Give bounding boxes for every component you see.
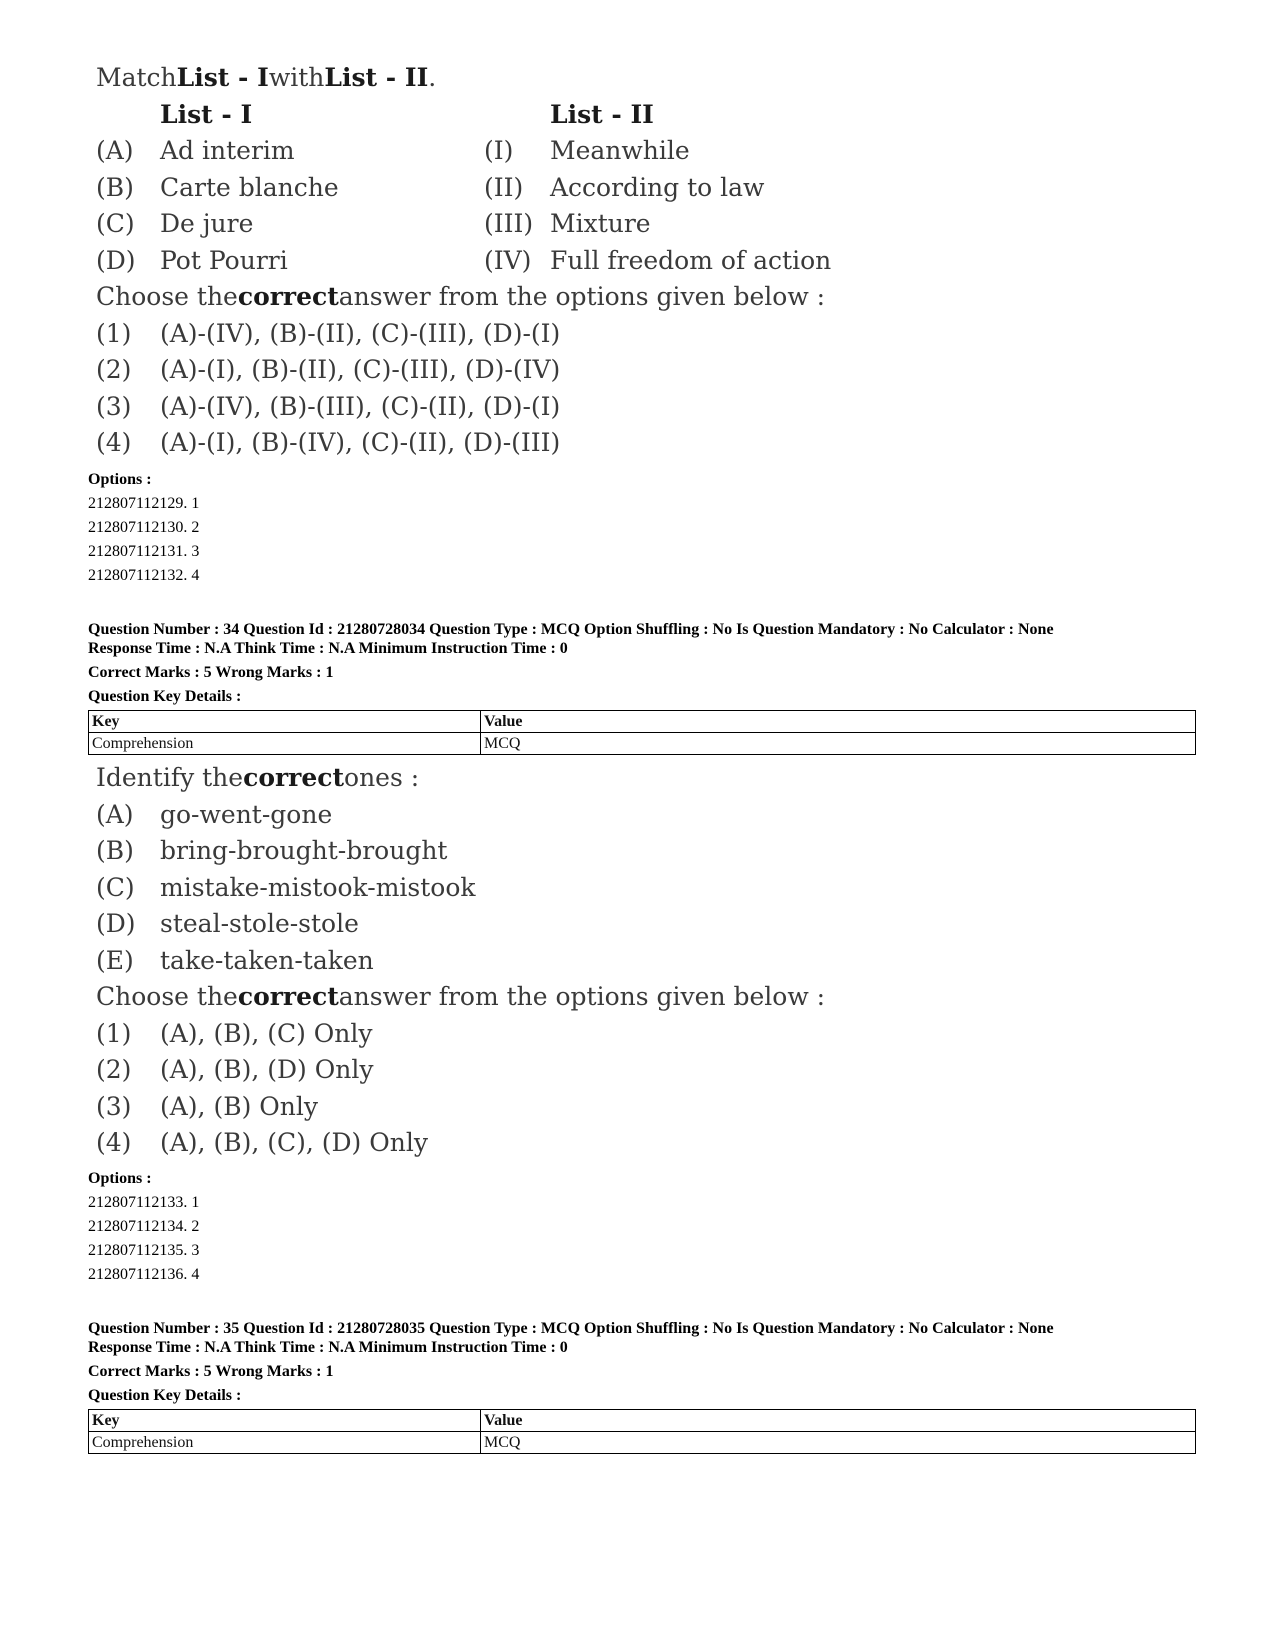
q34-key-details-label: Question Key Details : xyxy=(88,688,242,705)
answer-option: (2) (A), (B), (D) Only xyxy=(96,1055,374,1085)
table-row xyxy=(89,733,1196,755)
statement-item: (C) mistake-mistook-mistook xyxy=(96,872,476,902)
answer-option: (3) (A)-(IV), (B)-(III), (C)-(II), (D)-(I) xyxy=(96,391,561,421)
option-id: 212807112135. 3 xyxy=(88,1242,200,1259)
option-id: 212807112130. 2 xyxy=(88,519,200,536)
list-2-header: List - II xyxy=(550,99,654,129)
answer-option: (4) (A), (B), (C), (D) Only xyxy=(96,1128,428,1158)
q33-list-headers xyxy=(96,97,831,134)
match-row: (A) Ad interim (I) Meanwhile xyxy=(96,136,690,166)
value-cell: MCQ xyxy=(481,733,1196,755)
match-row: (B) Carte blanche (II) According to law xyxy=(96,172,765,202)
q35-meta-line-1: Question Number : 35 Question Id : 21280728035 Question Type : MCQ Option Shuffling : No Is Question Mandatory : No Calculator : None xyxy=(88,1320,1054,1337)
answer-option: (1) (A), (B), (C) Only xyxy=(96,1018,373,1048)
option-id: 212807112136. 4 xyxy=(88,1266,200,1283)
q33-block xyxy=(96,60,831,462)
q34-choose-line: Choose the correct answer from the options given below : xyxy=(96,982,826,1012)
key-cell: Comprehension xyxy=(89,733,481,755)
list-1-header: List - I xyxy=(160,99,253,129)
match-row: (D) Pot Pourri (IV) Full freedom of action xyxy=(96,245,832,275)
q35-key-table xyxy=(88,1409,1196,1454)
answer-option: (2) (A)-(I), (B)-(II), (C)-(III), (D)-(IV) xyxy=(96,355,561,385)
q33-options-label: Options : xyxy=(88,471,152,488)
q34-meta-line-2: Response Time : N.A Think Time : N.A Minimum Instruction Time : 0 xyxy=(88,640,568,657)
key-header: Key xyxy=(89,1410,481,1432)
value-header: Value xyxy=(481,711,1196,733)
q35-meta-line-2: Response Time : N.A Think Time : N.A Minimum Instruction Time : 0 xyxy=(88,1339,568,1356)
q34-key-table xyxy=(88,710,1196,755)
option-id: 212807112129. 1 xyxy=(88,495,200,512)
table-header-row xyxy=(89,1410,1196,1432)
answer-option: (1) (A)-(IV), (B)-(II), (C)-(III), (D)-(I) xyxy=(96,318,561,348)
q34-block xyxy=(96,760,825,1162)
q34-options-label: Options : xyxy=(88,1170,152,1187)
option-id: 212807112132. 4 xyxy=(88,567,200,584)
statement-item: (A) go-went-gone xyxy=(96,799,333,829)
key-cell: Comprehension xyxy=(89,1432,481,1454)
table-header-row xyxy=(89,711,1196,733)
q34-marks: Correct Marks : 5 Wrong Marks : 1 xyxy=(88,664,334,681)
key-header: Key xyxy=(89,711,481,733)
option-id: 212807112133. 1 xyxy=(88,1194,200,1211)
option-id: 212807112131. 3 xyxy=(88,543,200,560)
value-header: Value xyxy=(481,1410,1196,1432)
answer-option: (3) (A), (B) Only xyxy=(96,1091,318,1121)
q33-choose-line: Choose the correct answer from the options given below : xyxy=(96,282,826,312)
statement-item: (B) bring-brought-brought xyxy=(96,836,448,866)
option-id: 212807112134. 2 xyxy=(88,1218,200,1235)
table-row xyxy=(89,1432,1196,1454)
answer-option: (4) (A)-(I), (B)-(IV), (C)-(II), (D)-(III) xyxy=(96,428,561,458)
match-row: (C) De jure (III) Mixture xyxy=(96,209,651,239)
q35-marks: Correct Marks : 5 Wrong Marks : 1 xyxy=(88,1363,334,1380)
value-cell: MCQ xyxy=(481,1432,1196,1454)
statement-item: (E) take-taken-taken xyxy=(96,945,374,975)
q35-key-details-label: Question Key Details : xyxy=(88,1387,242,1404)
q34-meta-line-1: Question Number : 34 Question Id : 21280728034 Question Type : MCQ Option Shuffling : No Is Question Mandatory : No Calculator : None xyxy=(88,621,1054,638)
statement-item: (D) steal-stole-stole xyxy=(96,909,359,939)
q34-prompt: Identify the correct ones : xyxy=(96,763,420,793)
q33-prompt: Match List - I with List - II . xyxy=(96,63,437,93)
